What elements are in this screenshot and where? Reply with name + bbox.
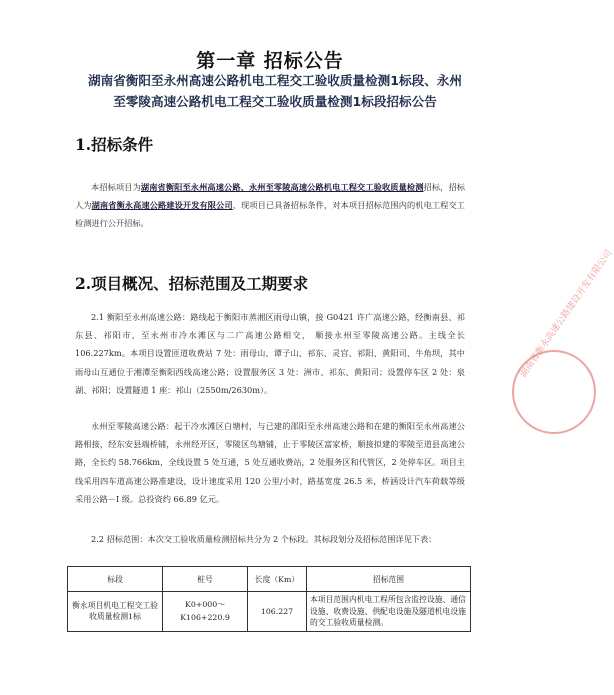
cell-chainage [163, 592, 248, 632]
para-suffix: ，现项目已具备招标条件，对本项目招标范围内的机电工程交工检测进行公开招标。 [75, 200, 465, 229]
section-2-heading: 2.项目概况、招标范围及工期要求 [75, 274, 309, 293]
cell-length: 106.227 [248, 592, 307, 632]
para-prefix: 本招标项目为 [91, 182, 141, 192]
chainage-end: K106+220.9 [180, 613, 230, 623]
cell-section: 衡永项目机电工程交工验收质量检测1标 [68, 592, 163, 632]
col-header-chainage: 桩号 [163, 567, 248, 592]
section-2-paragraph-2: 永州至零陵高速公路：起于冷水滩区白塘村，与已建的邵阳至永州高速公路和在建的衡阳至永州高速公路相接，经东安县端桥铺，永州经开区，零陵区鸟塘铺，止于零陵区富家桥，顺接拟建的零陵至道县高速公路，全长约 58.766km，全线设置 5 处互通，5 处互通收费站，2 处服务区和代管区，2 处停车区。项目主线采用四车道高速公路准建设，设计速度采用 120 公里/小时，路基宽度 26.5 米，桥涵设计汽车荷载等级采用公路－I 级。总投资约 66.89 亿元。 [75, 421, 465, 504]
para-mid: 招标，招标人为 [75, 182, 465, 211]
section-2-paragraph-3: 2.2 招标范围：本次交工验收质量检测招标共分为 2 个标段。其标段划分及招标范围详见下表： [91, 534, 437, 544]
section-1-heading: 1.招标条件 [75, 135, 154, 154]
table-header-row [68, 567, 471, 592]
col-header-section: 标段 [68, 567, 163, 592]
subtitle-line-1: 湖南省衡阳至永州高速公路机电工程交工验收质量检测1标段、永州 [88, 73, 462, 88]
tenderer-name: 湖南省衡永高速公路建设开发有限公司 [91, 200, 233, 211]
section-2-paragraph-1: 2.1 衡阳至永州高速公路：路线起于衡阳市蒸湘区雨母山镇，接 G0421 许广高速公路，经衡南县、祁东县、祁阳市，至永州市冷水滩区与二广高速公路相交， 顺接永州至零陵高速公路。主线全长 106.227km。本项目设置匝道收费站 7 处：雨母山、谭子山、祁东、灵官、祁阳、黄阳司、牛角坝，其中雨母山互通位于湘潭至衡阳西线高速公路；设置服务区 3 处：洲市、祁东、黄阳司；设置停车区 2 处：泉湖、祁阳；设置隧道 1 座：祁山（2550m/2630m）。 [75, 312, 465, 395]
official-seal-text: 湖南省衡永高速公路建设开发有限公司 [518, 248, 614, 380]
col-header-scope: 招标范围 [307, 567, 471, 592]
chainage-start: K0+000～ [185, 600, 225, 610]
tender-scope-table [67, 566, 471, 632]
col-header-length: 长度（Km） [248, 567, 307, 592]
cell-scope: 本项目范围内机电工程所包含监控设施、通信设施、收费设施、供配电设施及隧道机电设施的交工验收质量检测。 [307, 592, 471, 632]
section-1-paragraph [75, 178, 465, 233]
chapter-title: 第一章 招标公告 [196, 50, 344, 72]
subtitle-line-2: 至零陵高速公路机电工程交工验收质量检测1标段招标公告 [113, 94, 437, 109]
table-row [68, 592, 471, 632]
project-name: 湖南省衡阳至永州高速公路、永州至零陵高速公路机电工程交工验收质量检测 [140, 182, 424, 192]
announcement-subtitle [40, 70, 510, 112]
